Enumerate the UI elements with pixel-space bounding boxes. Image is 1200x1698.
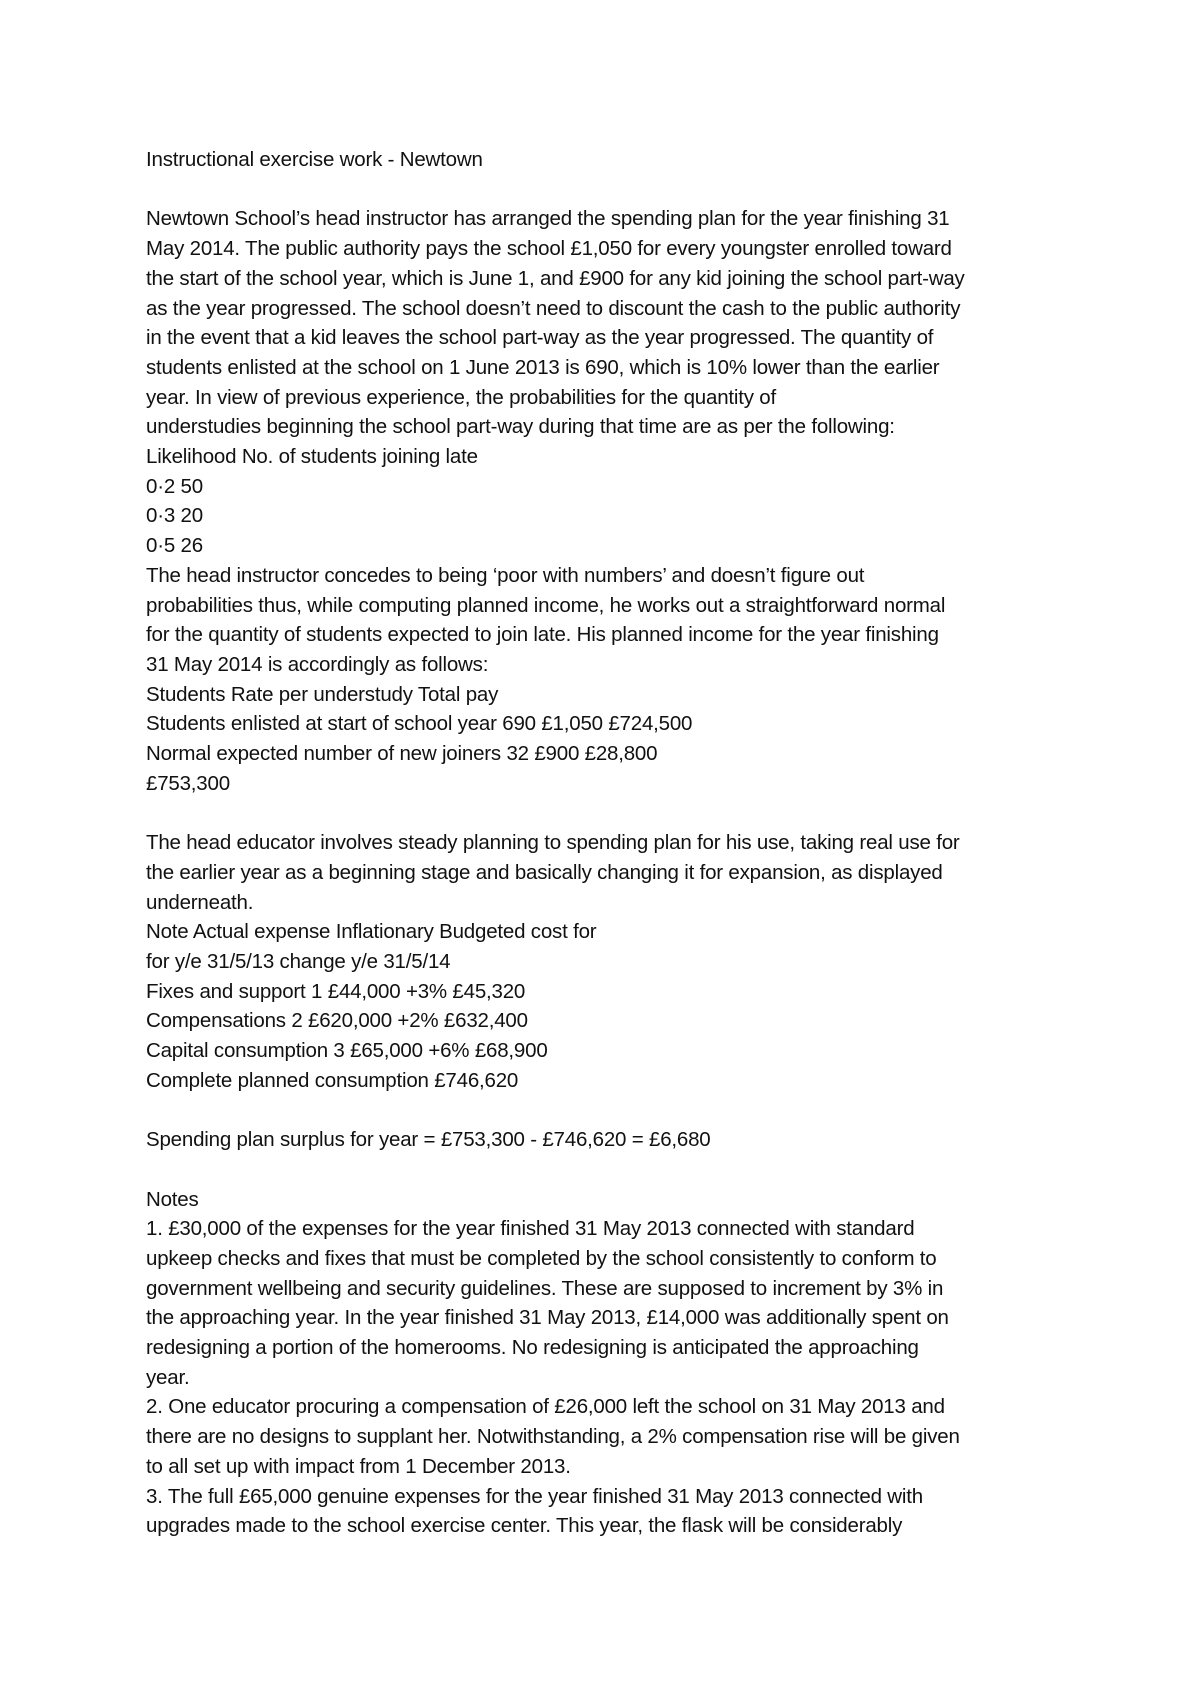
- note-line: government wellbeing and security guidelines. These are supposed to increment by 3% in: [146, 1276, 944, 1300]
- cost-table-header: Note Actual expense Inflationary Budgeted cost for: [146, 920, 597, 944]
- note-line: upgrades made to the school exercise center. This year, the flask will be considerably: [146, 1514, 903, 1538]
- note-line: 1. £30,000 of the expenses for the year finished 31 May 2013 connected with standard: [146, 1217, 915, 1241]
- blank-line: [146, 1155, 1066, 1185]
- body-line: for the quantity of students expected to join late. His planned income for the year finishing: [146, 623, 939, 647]
- cost-table-header: for y/e 31/5/13 change y/e 31/5/14: [146, 949, 451, 973]
- note-line: to all set up with impact from 1 December 2013.: [146, 1454, 571, 1478]
- note-line: year.: [146, 1365, 190, 1389]
- blank-line: [146, 798, 1066, 828]
- body-line: Newtown School’s head instructor has arranged the spending plan for the year finishing 31: [146, 207, 950, 231]
- note-line: the approaching year. In the year finished 31 May 2013, £14,000 was additionally spent on: [146, 1306, 949, 1330]
- body-line: students enlisted at the school on 1 June 2013 is 690, which is 10% lower than the earlier: [146, 355, 940, 379]
- probability-row: 0·5 26: [146, 534, 203, 558]
- blank-line: [146, 1095, 1066, 1125]
- surplus-line: Spending plan surplus for year = £753,300 - £746,620 = £6,680: [146, 1128, 711, 1152]
- note-line: redesigning a portion of the homerooms. No redesigning is anticipated the approaching: [146, 1336, 919, 1360]
- note-line: 3. The full £65,000 genuine expenses for the year finished 31 May 2013 connected with: [146, 1484, 923, 1508]
- body-line: The head educator involves steady planning to spending plan for his use, taking real use for: [146, 831, 960, 855]
- probability-row: 0·3 20: [146, 504, 203, 528]
- notes-heading: Notes: [146, 1187, 199, 1211]
- cost-total: Complete planned consumption £746,620: [146, 1068, 519, 1092]
- body-line: the start of the school year, which is June 1, and £900 for any kid joining the school part-way: [146, 266, 965, 290]
- body-line: probabilities thus, while computing planned income, he works out a straightforward normal: [146, 593, 946, 617]
- body-line: the earlier year as a beginning stage and basically changing it for expansion, as displayed: [146, 860, 943, 884]
- note-line: upkeep checks and fixes that must be completed by the school consistently to conform to: [146, 1246, 937, 1270]
- note-line: 2. One educator procuring a compensation of £26,000 left the school on 31 May 2013 and: [146, 1395, 945, 1419]
- income-total: £753,300: [146, 771, 230, 795]
- body-line: 31 May 2014 is accordingly as follows:: [146, 652, 489, 676]
- body-line: understudies beginning the school part-way during that time are as per the following:: [146, 415, 895, 439]
- body-line: in the event that a kid leaves the school part-way as the year progressed. The quantity of: [146, 326, 934, 350]
- income-row: Normal expected number of new joiners 32 £900 £28,800: [146, 742, 658, 766]
- cost-row: Compensations 2 £620,000 +2% £632,400: [146, 1009, 528, 1033]
- income-row: Students enlisted at start of school year 690 £1,050 £724,500: [146, 712, 693, 736]
- income-table-header: Students Rate per understudy Total pay: [146, 682, 499, 706]
- cost-row: Capital consumption 3 £65,000 +6% £68,900: [146, 1039, 548, 1063]
- blank-line: [146, 175, 1066, 205]
- probability-row: 0·2 50: [146, 474, 203, 498]
- probability-table-header: Likelihood No. of students joining late: [146, 445, 478, 469]
- body-line: underneath.: [146, 890, 254, 914]
- body-line: as the year progressed. The school doesn’t need to discount the cash to the public authority: [146, 296, 961, 320]
- body-line: The head instructor concedes to being ‘poor with numbers’ and doesn’t figure out: [146, 563, 865, 587]
- body-line: May 2014. The public authority pays the school £1,050 for every youngster enrolled toward: [146, 237, 952, 261]
- cost-row: Fixes and support 1 £44,000 +3% £45,320: [146, 979, 526, 1003]
- body-line: year. In view of previous experience, the probabilities for the quantity of: [146, 385, 776, 409]
- document-page: [146, 145, 1066, 1541]
- note-line: there are no designs to supplant her. Notwithstanding, a 2% compensation rise will be given: [146, 1425, 960, 1449]
- document-title: Instructional exercise work - Newtown: [146, 148, 483, 171]
